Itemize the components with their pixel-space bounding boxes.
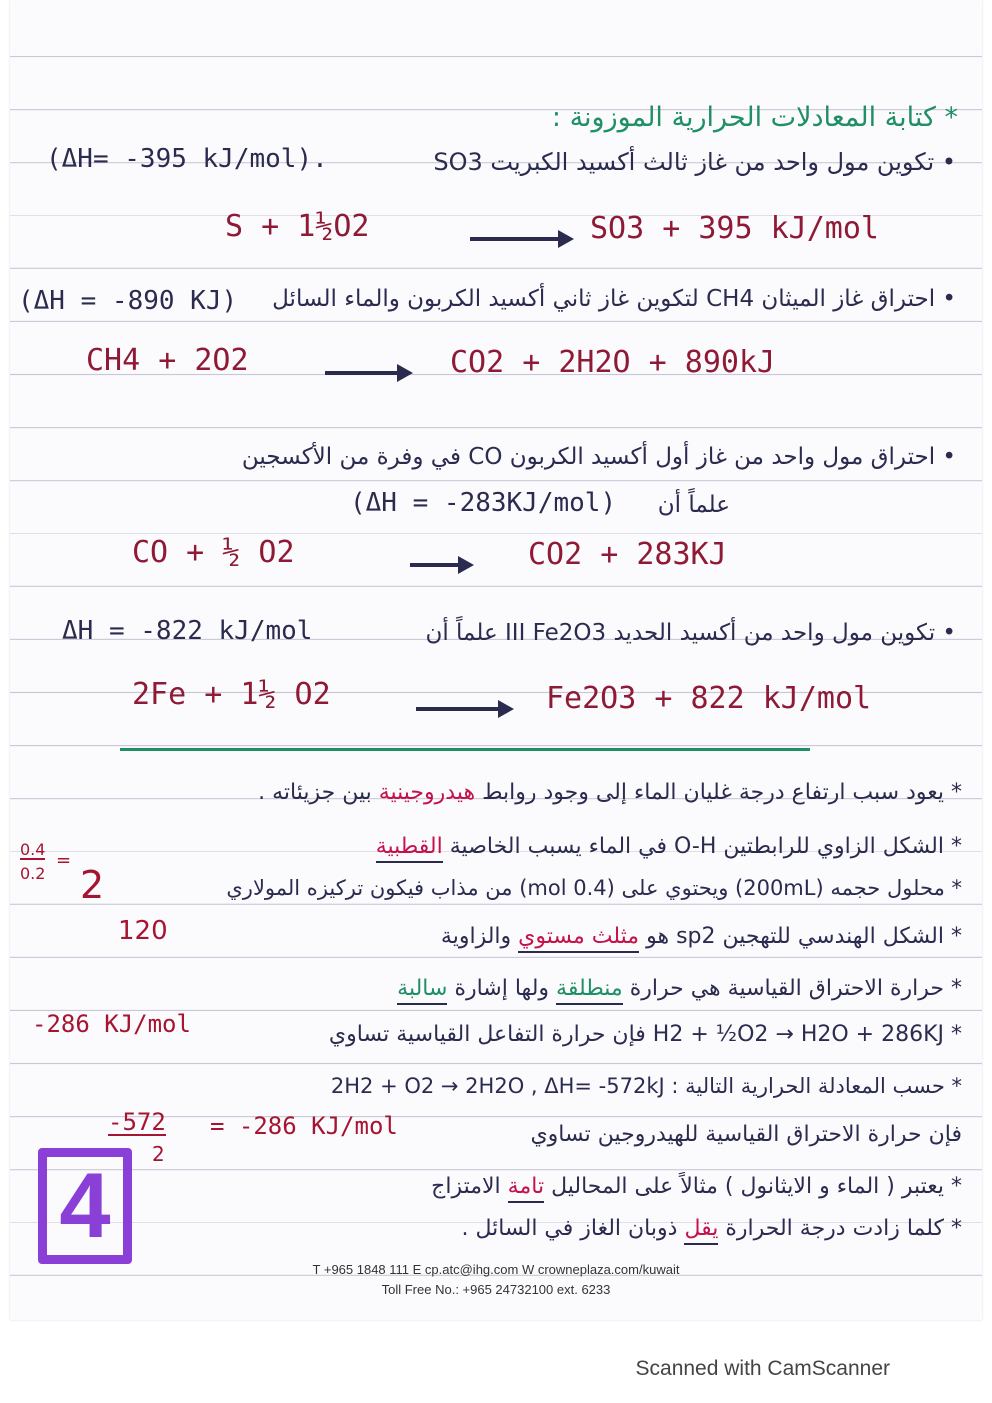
q9-answer: يقل (684, 1216, 718, 1245)
item4-eq-left: 2Fe + 1½ O2 (132, 677, 331, 712)
item1-text: • تكوين مول واحد من غاز ثالث أكسيد الكبريت SO3 (433, 148, 956, 176)
q1-answer: هيدروجينية (378, 780, 476, 805)
q2-row (376, 836, 962, 858)
q9-tail: ذوبان الغاز في السائل . (461, 1216, 678, 1241)
page-number-badge: 4 (38, 1148, 132, 1264)
item3-arrow (410, 556, 470, 572)
q3-answer: 2 (80, 863, 105, 907)
q8-text: * يعتبر ( الماء و الايثانول ) مثالاً على المحاليل (551, 1174, 962, 1199)
q3-calc-eq: = (56, 850, 72, 871)
q3-text: * محلول حجمه (200mL) ويحتوي على (0.4 mol) من مذاب فيكون تركيزه المولاري (226, 876, 962, 900)
q5-text2: ولها إشارة (454, 976, 550, 1001)
item1-eq-left: S + 1½O2 (225, 209, 370, 244)
item1-dh: (ΔH= -395 kJ/mol). (46, 144, 328, 174)
q3-row (226, 878, 962, 899)
q4-answer2: 120 (118, 916, 168, 946)
item3-eq-right: CO2 + 283KJ (528, 537, 727, 572)
q8-answer: تامة (508, 1174, 544, 1203)
q7-row2 (530, 1124, 962, 1146)
q6-text: * H2 + ½O2 → H2O + 286KJ فإن حرارة التفاعل القياسية تساوي (328, 1022, 962, 1047)
q4-answer: مثلث مستوي (518, 924, 639, 953)
q7-text2: فإن حرارة الاحتراق القياسية للهيدروجين تساوي (530, 1122, 962, 1147)
q2-answer: القطبية (376, 834, 443, 863)
q4-text: * الشكل الهندسي للتهجين sp2 هو (646, 924, 962, 949)
q3-calc-den: 0.2 (20, 864, 46, 883)
q4-text2: والزاوية (440, 924, 512, 949)
q9-text: * كلما زادت درجة الحرارة (725, 1216, 962, 1241)
item2-text: • احتراق غاز الميثان CH4 لتكوين غاز ثاني أكسيد الكربون والماء السائل (272, 286, 956, 312)
item1-arrow (470, 230, 570, 246)
item4-dh: ΔH = -822 kJ/mol (62, 616, 313, 646)
item2-eq-left: CH4 + 2O2 (86, 343, 249, 378)
q1-tail: بين جزيئاته . (258, 780, 372, 805)
item2-dh: (ΔH = -890 KJ) (18, 286, 238, 316)
q4-row (441, 926, 962, 948)
item3-eq-left: CO + ½ O2 (132, 535, 295, 570)
page-heading: * كتابة المعادلات الحرارية الموزونة : (551, 102, 958, 133)
q1-text: * يعود سبب ارتفاع درجة غليان الماء إلى وجود روابط (482, 780, 962, 805)
footer-tollfree: Toll Free No.: +965 24732100 ext. 6233 (381, 1282, 611, 1297)
q5-row (397, 978, 962, 1000)
item4-arrow (416, 700, 510, 716)
item1-eq-right: SO3 + 395 kJ/mol (590, 211, 879, 246)
q7-answer: = -286 KJ/mol (210, 1112, 398, 1140)
q1-row (258, 782, 962, 804)
item4-eq-right: Fe2O3 + 822 kJ/mol (546, 681, 872, 716)
section-divider (120, 748, 810, 751)
footer-contact: T +965 1848 111 E cp.atc@ihg.com W crowneplaza.com/kuwait (312, 1262, 680, 1277)
q5-text: * حرارة الاحتراق القياسية هي حرارة (629, 976, 962, 1001)
q6-answer: -286 KJ/mol (32, 1010, 191, 1038)
q5-answer2: سالبة (397, 976, 447, 1005)
q5-answer: منطلقة (556, 976, 623, 1005)
q7-row (331, 1076, 962, 1097)
q9-row (462, 1218, 962, 1240)
item4-text: • تكوين مول واحد من أكسيد الحديد III Fe2O3 علماً أن (425, 620, 956, 646)
q7-text: * حسب المعادلة الحرارية التالية : 2H2 + O2 → 2H2O , ΔH= -572kJ (330, 1074, 962, 1098)
q2-text: * الشكل الزاوي للرابطتين O-H في الماء يسبب الخاصية (449, 834, 962, 859)
item3-dh: (ΔH = -283KJ/mol) (350, 488, 617, 518)
q8-row (431, 1176, 962, 1198)
q6-row (329, 1024, 962, 1046)
camscanner-watermark: Scanned with CamScanner (635, 1357, 890, 1380)
item2-eq-right: CO2 + 2H2O + 890kJ (450, 345, 776, 380)
q7-calc-num: -572 (108, 1108, 166, 1136)
q7-calc-den: 2 (152, 1142, 165, 1166)
item3-text: • احتراق مول واحد من غاز أول أكسيد الكربون CO في وفرة من الأكسجين (241, 444, 956, 470)
q3-calc-num: 0.4 (20, 840, 46, 859)
q8-tail: الامتزاج (431, 1174, 501, 1199)
item2-arrow (325, 364, 409, 380)
item3-text2: علماً أن (657, 492, 730, 518)
